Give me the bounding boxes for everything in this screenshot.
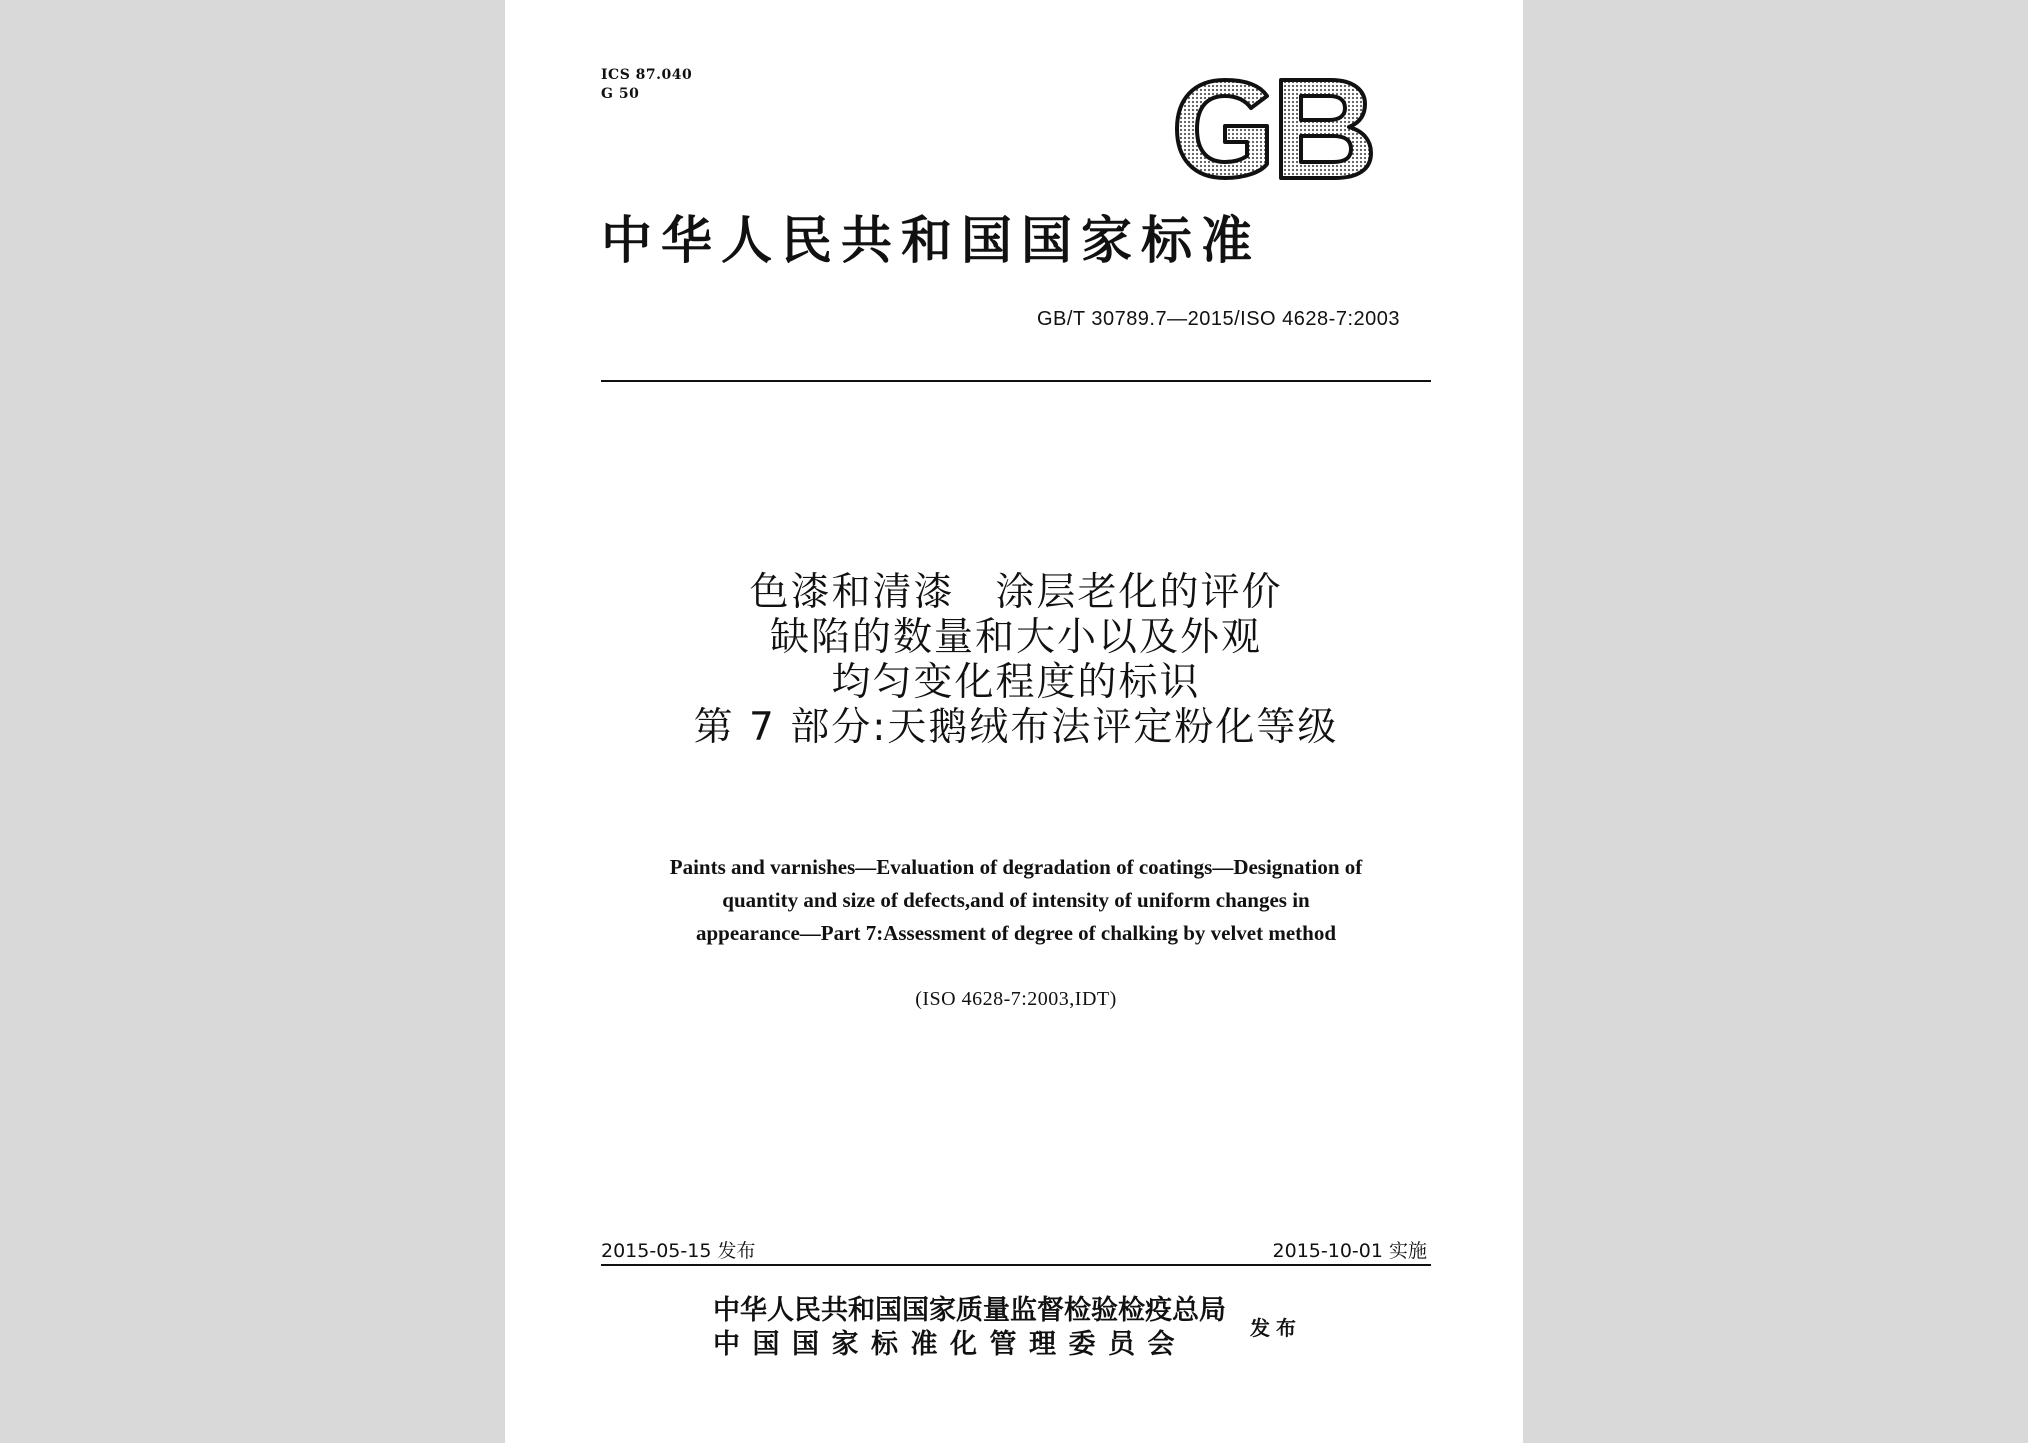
standard-number: GB/T 30789.7—2015/ISO 4628-7:2003: [1036, 308, 1400, 330]
iso-equivalence: (ISO 4628-7:2003,IDT): [915, 988, 1117, 1010]
english-title-line: Paints and varnishes—Evaluation of degradation of coatings—Designation of: [669, 855, 1363, 879]
chinese-title-line: 均匀变化程度的标识: [831, 660, 1201, 705]
national-standard-title: 中华人民共和国国家标准: [601, 212, 1262, 271]
issuer-sac: 中国国家标准化管理委员会: [713, 1329, 1187, 1360]
issuing-authorities: [713, 1294, 1226, 1362]
issue-date: 2015-05-15 发布: [601, 1240, 756, 1262]
document-page: [505, 0, 1523, 1443]
effective-date: 2015-10-01 实施: [1272, 1240, 1427, 1262]
classification-codes: [601, 66, 692, 104]
english-title: [601, 851, 1431, 950]
gb-logo-icon: [1171, 76, 1375, 182]
chinese-title-line: 第 7 部分:天鹅绒布法评定粉化等级: [693, 705, 1339, 750]
gb-logo-text: GB: [1171, 76, 1173, 77]
english-title-line: appearance—Part 7:Assessment of degree of chalking by velvet method: [695, 921, 1337, 945]
chinese-title-line: 色漆和清漆 涂层老化的评价: [749, 570, 1283, 615]
issue-verb: 发布: [1250, 1316, 1302, 1340]
footer-divider: [601, 1264, 1431, 1266]
chinese-title: [601, 570, 1431, 750]
issuer-aqsiq: 中华人民共和国国家质量监督检验检疫总局: [713, 1295, 1226, 1326]
ics-code: ICS 87.040: [601, 67, 693, 83]
ccs-code: G 50: [601, 86, 640, 102]
english-title-line: quantity and size of defects,and of intensity of uniform changes in: [722, 888, 1310, 912]
header-divider: [601, 380, 1431, 382]
chinese-title-line: 缺陷的数量和大小以及外观: [769, 615, 1262, 660]
